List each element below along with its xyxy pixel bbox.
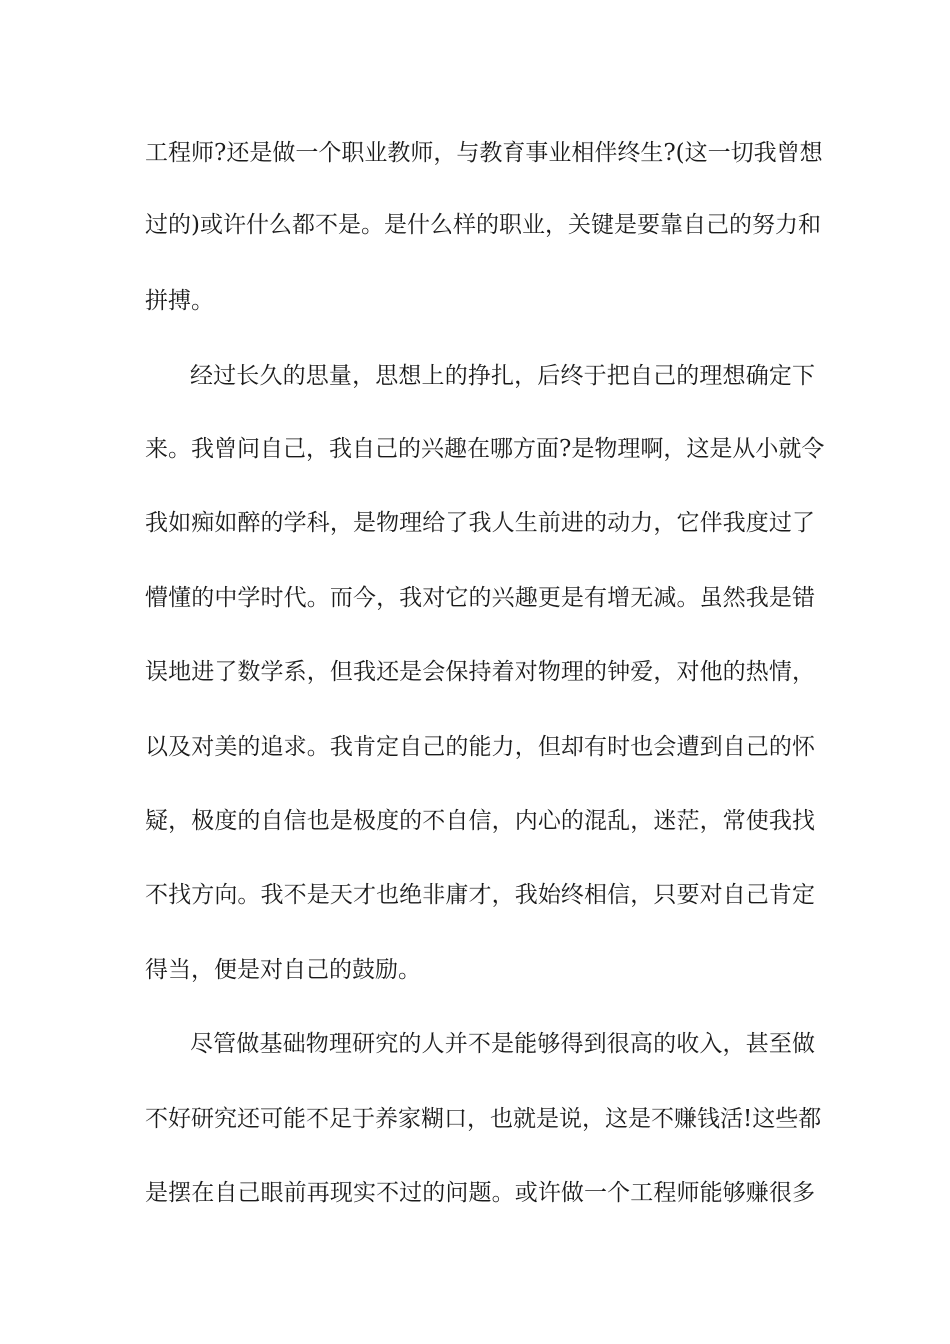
text-line-7: 懵懂的中学时代。而今，我对它的兴趣更是有增无减。虽然我是错 [145, 585, 815, 611]
text-line-8: 误地进了数学系，但我还是会保持着对物理的钟爱，对他的热情， [145, 659, 815, 685]
text-line-5: 来。我曾问自己，我自己的兴趣在哪方面?是物理啊，这是从小就令 [145, 436, 825, 462]
text-line-10: 疑，极度的自信也是极度的不自信，内心的混乱，迷茫，常使我找 [145, 808, 815, 834]
text-line-11: 不找方向。我不是天才也绝非庸才，我始终相信，只要对自己肯定 [145, 882, 815, 908]
paragraph-2-line-1: 经过长久的思量，思想上的挣扎，后终于把自己的理想确定下 [190, 363, 815, 389]
text-line-6: 我如痴如醉的学科，是物理给了我人生前进的动力，它伴我度过了 [145, 510, 815, 536]
text-line-1: 工程师?还是做一个职业教师，与教育事业相伴终生?(这一切我曾想 [145, 140, 823, 166]
text-line-2: 过的)或许什么都不是。是什么样的职业，关键是要靠自己的努力和 [145, 212, 821, 238]
text-line-12: 得当，便是对自己的鼓励。 [145, 957, 421, 983]
paragraph-3-line-1: 尽管做基础物理研究的人并不是能够得到很高的收入，甚至做 [190, 1031, 815, 1057]
text-line-15: 是摆在自己眼前再现实不过的问题。或许做一个工程师能够赚很多 [145, 1180, 815, 1206]
text-line-14: 不好研究还可能不足于养家糊口，也就是说，这是不赚钱活!这些都 [145, 1106, 822, 1132]
text-line-9: 以及对美的追求。我肯定自己的能力，但却有时也会遭到自己的怀 [145, 734, 815, 760]
text-line-3: 拼搏。 [145, 288, 214, 314]
